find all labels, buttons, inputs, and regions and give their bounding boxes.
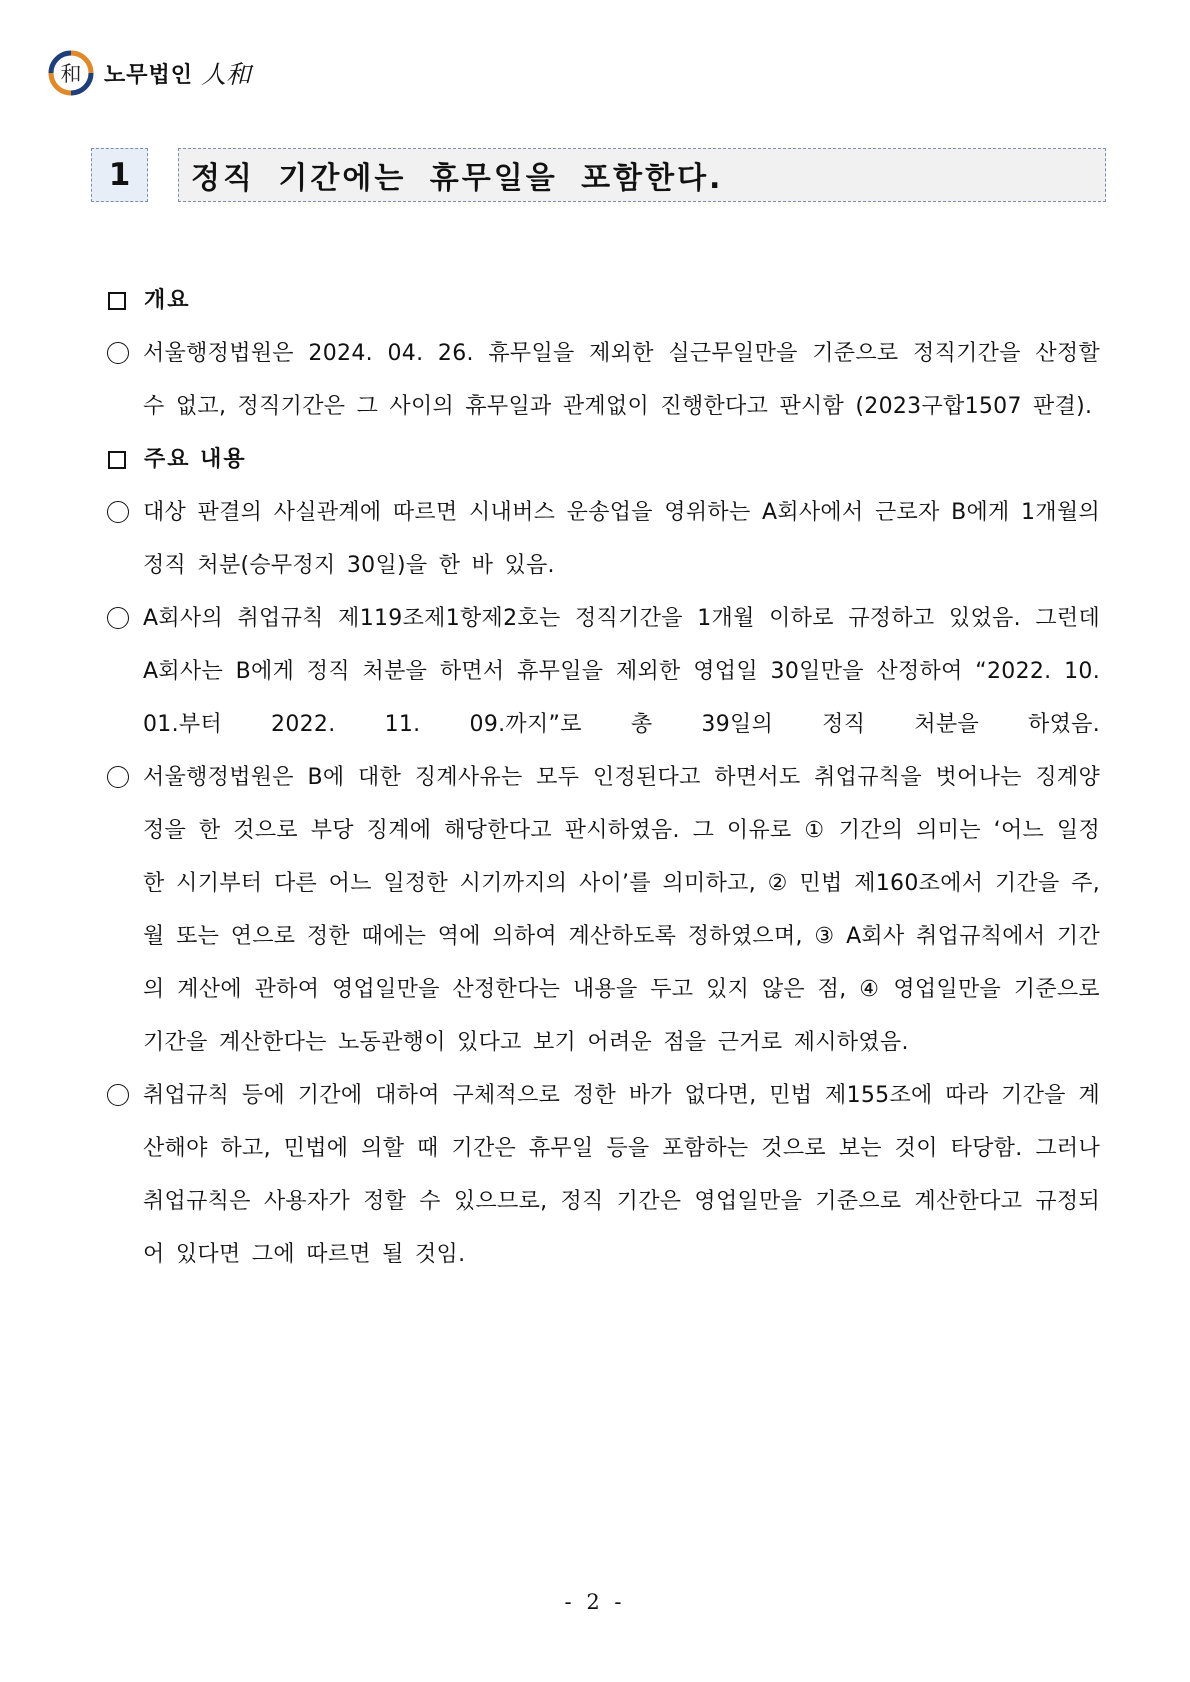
main-content-item <box>100 1069 1100 1281</box>
overview-heading-label: 개요 <box>144 288 191 313</box>
document-body <box>100 274 1100 1281</box>
circle-bullet-icon <box>107 766 129 788</box>
overview-heading <box>100 274 1100 327</box>
firm-name: 노무법인 <box>104 62 194 88</box>
circle-bullet-icon <box>107 1084 129 1106</box>
main-content-heading <box>100 433 1100 486</box>
square-bullet-icon <box>108 451 126 469</box>
section-title: 정직 기간에는 휴무일을 포함한다. <box>178 148 1106 202</box>
overview-item-text: 서울행정법원은 2024. 04. 26. 휴무일을 제외한 실근무일만을 기준으로 정직기간을 산정할 수 없고, 정직기간은 그 사이의 휴무일과 관계없이 진행한다고 판시함 (2023구합1507 판결). <box>143 341 1100 419</box>
square-bullet-icon <box>108 292 126 310</box>
section-number: 1 <box>91 148 148 202</box>
circle-bullet-icon <box>107 607 129 629</box>
overview-item <box>100 327 1100 433</box>
main-content-item-text: A회사의 취업규칙 제119조제1항제2호는 정직기간을 1개월 이하로 규정하고 있었음. 그런데 A회사는 B에게 정직 처분을 하면서 휴무일을 제외한 영업일 30일만을 산정하여 “2022. 10. 01.부터 2022. 11. 09.까지”로 총 39일의 정직 처분을 하였음. <box>143 606 1100 737</box>
main-content-item-text: 취업규칙 등에 기간에 대하여 구체적으로 정한 바가 없다면, 민법 제155조에 따라 기간을 계산해야 하고, 민법에 의할 때 기간은 휴무일 등을 포함하는 것으로 보는 것이 타당함. 그러나 취업규칙은 사용자가 정할 수 있으므로, 정직 기간은 영업일만을 기준으로 계산한다고 규정되어 있다면 그에 따르면 될 것임. <box>143 1083 1100 1267</box>
main-content-item <box>100 486 1100 592</box>
main-content-item-text: 서울행정법원은 B에 대한 징계사유는 모두 인정된다고 하면서도 취업규칙을 벗어나는 징계양정을 한 것으로 부당 징계에 해당한다고 판시하였음. 그 이유로 ① 기간의 의미는 ‘어느 일정한 시기부터 다른 어느 일정한 시기까지의 사이’를 의미하고, ② 민법 제160조에서 기간을 주, 월 또는 연으로 정한 때에는 역에 의하여 계산하도록 정하였으며, ③ A회사 취업규칙에서 기간의 계산에 관하여 영업일만을 산정한다는 내용을 두고 있지 않은 점, ④ 영업일만을 기준으로 기간을 계산한다는 노동관행이 있다고 보기 어려운 점을 근거로 제시하였음. <box>143 765 1100 1055</box>
page-number: - 2 - <box>564 1590 626 1614</box>
main-content-item <box>100 751 1100 1069</box>
main-content-item <box>100 592 1100 751</box>
main-content-item-text: 대상 판결의 사실관계에 따르면 시내버스 운송업을 영위하는 A회사에서 근로자 B에게 1개월의 정직 처분(승무정지 30일)을 한 바 있음. <box>143 500 1100 578</box>
firm-hanja: 人和 <box>201 60 252 89</box>
circle-bullet-icon <box>107 342 129 364</box>
logo-emblem-icon <box>48 50 94 96</box>
circle-bullet-icon <box>107 501 129 523</box>
logo-char: 和 <box>60 62 82 86</box>
main-content-heading-label: 주요 내용 <box>144 447 247 472</box>
firm-logo <box>48 50 251 96</box>
